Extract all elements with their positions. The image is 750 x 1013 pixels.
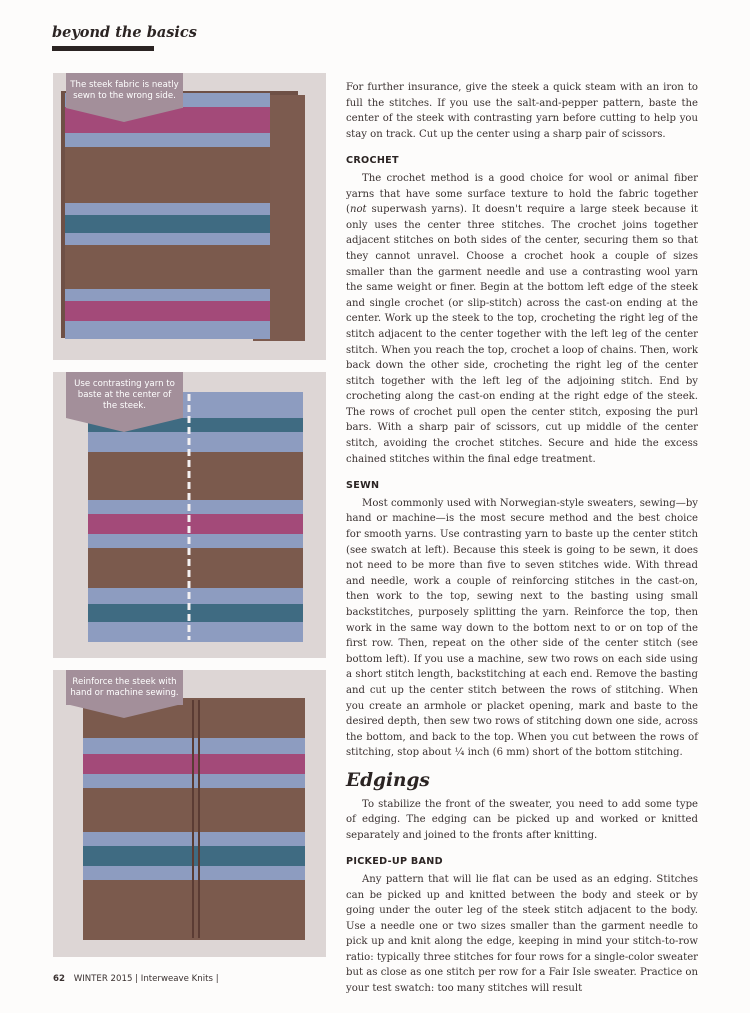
swatch-stripes-1: [65, 93, 270, 339]
page-footer: [53, 974, 219, 984]
photo-caption: The steek fabric is neatly sewn to the wrong side.: [66, 73, 183, 108]
header-rule: [52, 46, 154, 51]
photo-caption: Use contrasting yarn to baste at the center of the steek.: [66, 372, 183, 418]
edgings-paragraph: To stabilize the front of the sweater, you need to add some type of edging. The edging can be picked up and worked or knitted separately and joined to the fronts after knitting.: [346, 798, 698, 841]
picked-up-band-paragraph: Any pattern that will lie flat can be used as an edging. Stitches can be picked up and knitted between the body and steek or by going under the outer leg of the steek stitch adjacent to the body. Use a needle one or two sizes smaller than the garment needle to pick up and knit along the edge, keeping in mind your stitch-to-row ratio: typically three stitches for four rows for a single-color sweater but as close as one stitch per row for a Fair Isle sweater. Practice on your test swatch: too many stitches will result: [346, 873, 698, 995]
sewn-heading: SEWN: [346, 480, 380, 492]
publication-name: | Interweave Knits |: [135, 974, 219, 984]
crochet-heading: CROCHET: [346, 155, 399, 167]
intro-paragraph: For further insurance, give the steek a quick steam with an iron to full the stitches. If you use the salt-and-pepper pattern, baste the center of the steek with contrasting yarn before cutting to help you stay on track. Cut up the center using a sharp pair of scissors.: [346, 82, 698, 140]
crochet-emphasis: not: [349, 204, 367, 216]
photo-caption: Reinforce the steek with hand or machine sewing.: [66, 670, 183, 705]
sewn-paragraph: Most commonly used with Norwegian-style sweaters, sewing—by hand or machine—is the most secure method and the best choice for smooth yarns. Use contrasting yarn to baste up the center stitch (see swatch at left). Because this steek is going to be sewn, it does not need to be more than five to seven stitches wide. With thread and needle, work a couple of reinforcing stitches in the cast-on, then work to the top, sewing next to the basting using small backstitches, purposely splitting the yarn. Reinforce the top, then work in the same way down to the bottom next to or on top of the first row. Then, repeat on the other side of the center stitch (see bottom left). If you use a machine, sew two rows on each side using a short stitch length, backstitching at each end. Remove the basting and cut up the center stitch between the rows of stitching. When you create an armhole or placket opening, mark and baste to the desired depth, then sew two rows of stitching down one side, across the bottom, and back to the top. When you cut between the rows of stitching, stop about ¼ inch (6 mm) short of the bottom stitching.: [346, 497, 698, 759]
crochet-text-part: superwash yarns). It doesn't require a large steek because it only uses the center three stitches. The crochet joins together adjacent stitches on both sides of the center, securing them so that they cannot unravel. Choose a crochet hook a couple of sizes smaller than the garment needle and use a contrasting wool yarn the same weight or finer. Begin at the bottom left edge of the steek and single crochet (or slip-stitch) across the cast-on ending at the center. Work up the steek to the top, crocheting the right leg of the stitch adjacent to the center together with the left leg of the center stitch. When you reach the top, crochet a loop of chains. Then, work back down the other side, crocheting the right leg of the center stitch together with the left leg of the adjoining stitch. End by crocheting along the cast-on ending at the right edge of the steek. The rows of crochet pull open the center stitch, exposing the purl bars. With a sharp pair of scissors, cut up middle of the center stitch, avoiding the crochet stitches. Secure and hide the excess chained stitches within the final edge treatment.: [346, 204, 698, 465]
page-number: 62: [53, 974, 65, 984]
picked-up-band-heading: PICKED-UP BAND: [346, 856, 443, 868]
issue-label: WINTER 2015: [73, 974, 133, 984]
crochet-text-part: The crochet method is a good choice for wool or animal fiber yarns that have some surface texture to hold the fabric together (: [346, 172, 698, 216]
photo-steek-sewn-to-wrong-side: [53, 73, 326, 360]
photo-basting-center: [53, 372, 326, 658]
caption-pointer: [66, 704, 182, 718]
crochet-paragraph: [346, 171, 698, 467]
caption-pointer: [66, 418, 182, 432]
edgings-heading: Edgings: [346, 769, 430, 791]
photo-reinforced-steek: [53, 670, 326, 957]
article-column: [346, 80, 698, 997]
section-title: beyond the basics: [52, 24, 197, 41]
caption-pointer: [66, 108, 182, 122]
